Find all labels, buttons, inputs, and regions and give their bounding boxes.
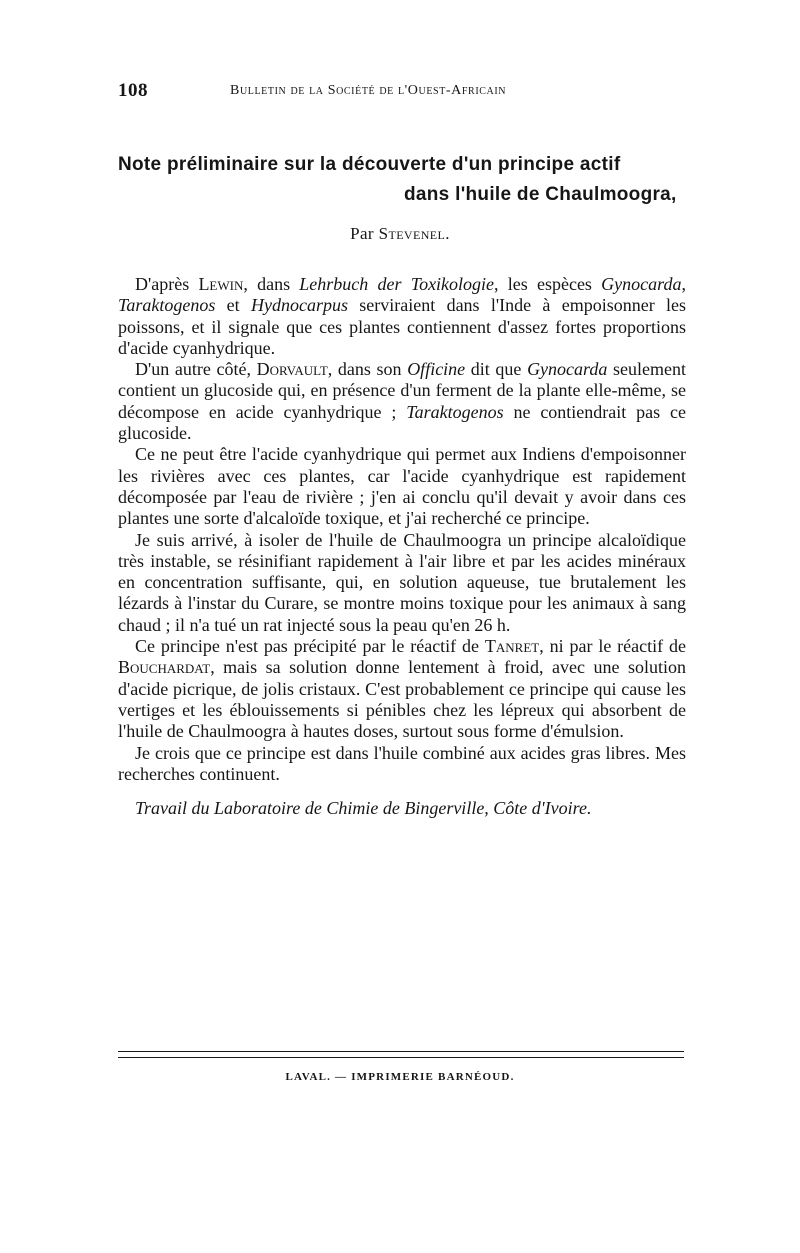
text-run: , [681,274,686,294]
text-run: , les espèces [494,274,602,294]
author-citation-lewin: Lewin [198,274,244,294]
footer-rule-top [118,1051,684,1052]
text-run: ne contiendrait pas ce glucoside. [118,401,686,444]
author-citation-dorvault: Dorvault [256,359,328,380]
paragraph-4: Je suis arrivé, à isoler de l'huile de Chaulmoogra un principe alcaloïdique très instable, se résinifiant rapidement à l'air libre et par les acides minéraux en concentration suffisante, qui, en solution aqueuse, tue brutalement les lézards à l'instar du Curare, se montre moins toxique pour les animaux à sang chaud ; il n'a tué un rat injecté sous la peau qu'en 26 h. [118,529,686,635]
article-body [118,274,686,819]
laboratory-credit: Travail du Laboratoire de Chimie de Bingerville, Côte d'Ivoire. [135,798,592,819]
paragraph-2 [118,359,686,444]
text-run: , dans son [327,359,408,380]
page-header [118,80,688,104]
article-title-line-2: dans l'huile de Chaulmoogra, [404,184,677,205]
genus-name: Gynocarda [527,359,608,380]
text-run: serviraient dans l'Inde à empoisonner les poissons, et il signale que ces plantes contiennent d'assez fortes proportions d'acide cyanhydrique. [118,295,686,358]
footer-rule-bottom [118,1057,684,1058]
article-title-line-1: Note préliminaire sur la découverte d'un principe actif [118,154,621,175]
byline [0,224,800,244]
text-run: , dans [243,274,300,294]
paragraph-5 [118,636,686,742]
book-title: Officine [407,359,466,380]
article-title [118,150,684,210]
byline-prefix: Par [350,224,379,243]
author-citation-bouchardat: Bouchardat [118,657,211,678]
genus-name: Gynocarda [601,274,682,294]
text-run: et [215,295,251,316]
genus-name: Hydnocarpus [250,295,348,316]
text-run: D'après [135,274,199,294]
page-number: 108 [118,80,148,101]
genus-name: Taraktogenos [118,295,216,316]
running-head: Bulletin de la Société de l'Ouest-Africain [230,83,507,98]
text-run: Ce principe n'est pas précipité par le réactif de [135,636,485,657]
text-run: D'un autre côté, [135,359,257,380]
paragraph-3: Ce ne peut être l'acide cyanhydrique qui permet aux Indiens d'empoisonner les rivières avec ces plantes, car l'acide cyanhydrique est rapidement décomposée par l'eau de rivière ; j'en ai conclu qu'il devait y avoir dans ces plantes une sorte d'alcaloïde toxique, et j'ai recherché ce principe. [118,444,686,529]
text-run: dit que [465,359,528,380]
text-run: , mais sa solution donne lentement à froid, avec une solution d'acide picrique, de jolis cristaux. C'est probablement ce principe qui cause les vertiges et les éblouissements si pénibles chez les lépreux qui absorbent de l'huile de Chaulmoogra à hautes doses, surtout sous forme d'émulsion. [118,657,686,742]
genus-name: Taraktogenos [406,401,504,422]
text-run: seulement contient un glucoside qui, en présence d'un ferment de la plante elle-même, se décompose en acide cyanhydrique ; [118,359,686,422]
paragraph-6: Je crois que ce principe est dans l'huile combiné aux acides gras libres. Mes recherches continuent. [118,742,686,784]
text-run: , ni par le réactif de [539,636,686,657]
author-citation-tanret: Tanret [484,636,540,657]
author-name: Stevenel. [378,224,450,243]
book-title: Lehrbuch der Toxikologie [299,274,495,294]
paragraph-1 [118,274,686,359]
printer-imprint: LAVAL. — IMPRIMERIE BARNÉOUD. [285,1071,515,1083]
